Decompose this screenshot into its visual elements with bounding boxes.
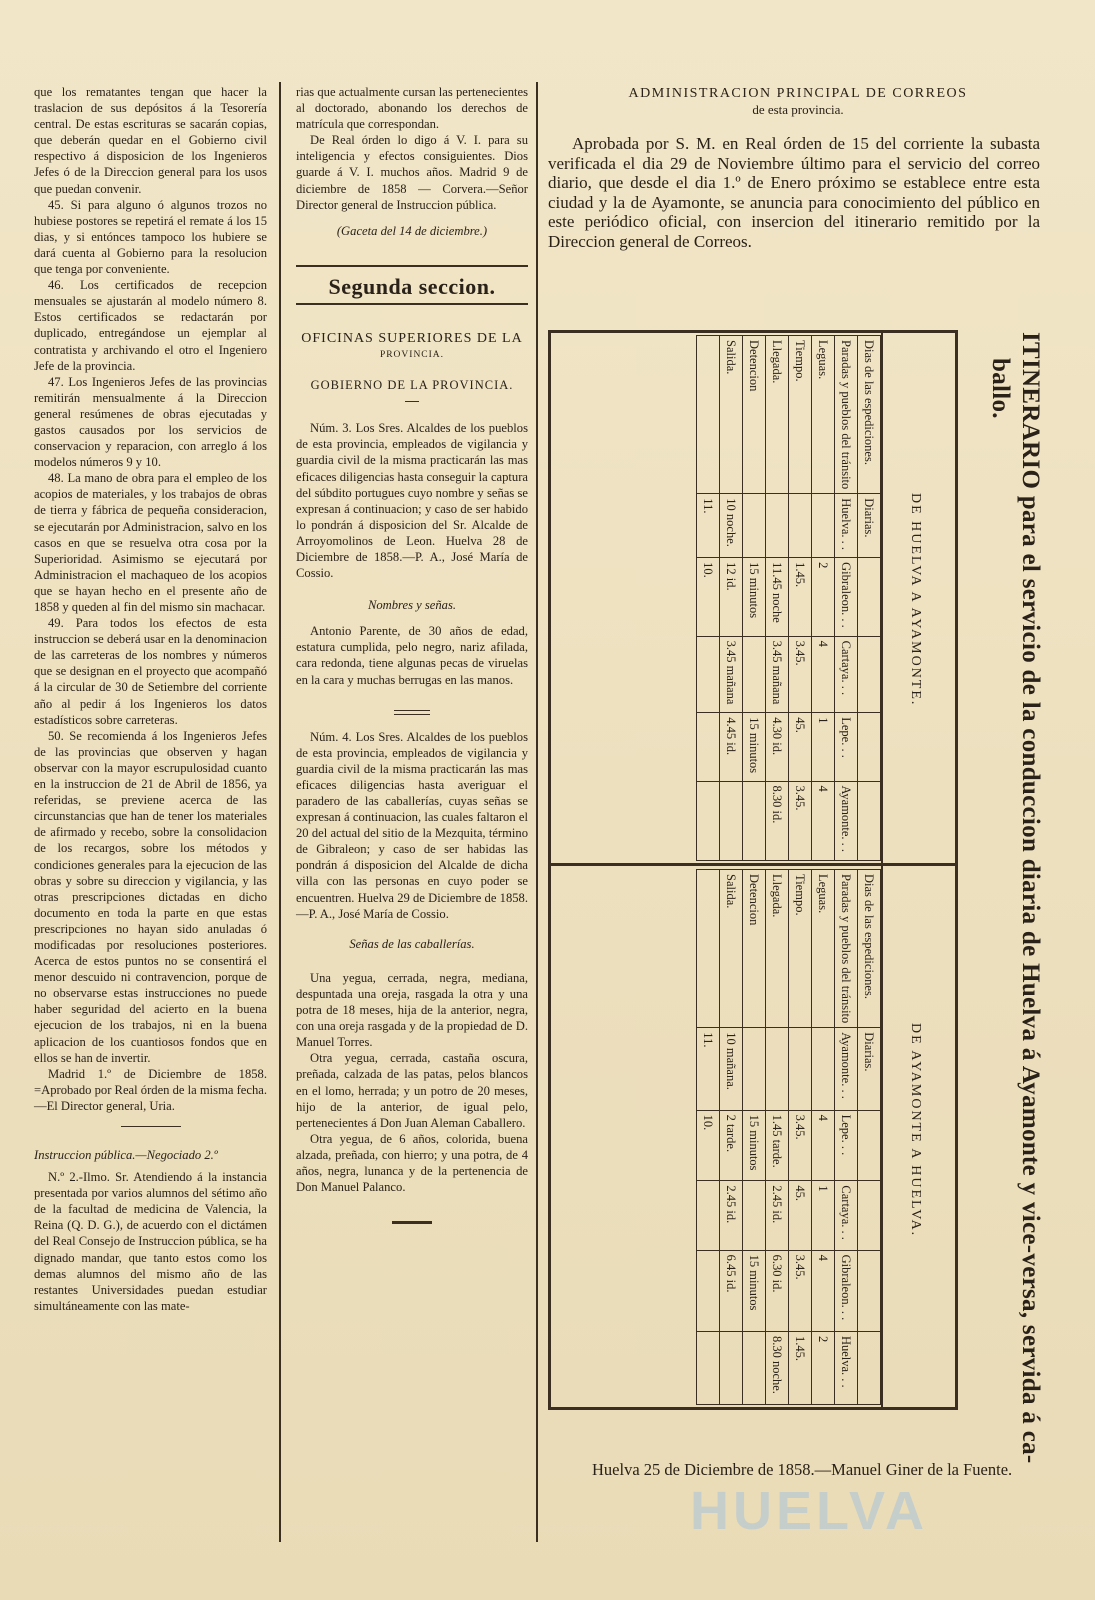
hdr2-e1 bbox=[858, 1110, 881, 1181]
b1-time-0 bbox=[789, 494, 812, 558]
b2-place-3: Gibraleon. . . bbox=[835, 1250, 858, 1331]
hdr2-e2 bbox=[858, 1181, 881, 1250]
b1-dep-1: 12 id. bbox=[720, 558, 743, 636]
hdr-empty4 bbox=[858, 781, 881, 860]
hdr2-dias: Dias de las espediciones. bbox=[858, 870, 881, 1028]
b2-place-4: Huelva. . . bbox=[835, 1331, 858, 1404]
b1-arr-1: 11.45 noche bbox=[766, 558, 789, 636]
b2-place-0: Ayamonte. . . bbox=[835, 1028, 858, 1110]
yegua-3: Otra yegua, de 6 años, colorida, buena alzada, preñada, con hierro; y una potra, de 4 años, negra, lunanca y de la pertenencia de Don Manuel Palanco. bbox=[296, 1131, 528, 1195]
hdr-empty bbox=[858, 558, 881, 636]
signature-madrid: Madrid 1.º de Diciembre de 1858. =Aprobado por Real órden de la misma fecha.—El Director general, Uria. bbox=[34, 1066, 268, 1113]
b1-time-4: 3.45. bbox=[789, 781, 812, 860]
hdr-empty2 bbox=[858, 636, 881, 713]
notice-num3: Núm. 3. Los Sres. Alcaldes de los pueblos de esta provincia, empleados de vigilancia y guardia civil de la misma practicarán las mas eficaces diligencias hasta conseguir la captura del súbdito portugues cuyo nombre y señas se expresan á continuacion; y caso de ser habido lo pondrán á disposicion del Sr. Alcalde de Arroyomolinos de Leon. Huelva 28 de Diciembre de 1858.—P. A., José María de Cossio. bbox=[296, 421, 528, 581]
b2-leg-0 bbox=[812, 1028, 835, 1110]
b1-dep-2: 3.45 mañana bbox=[720, 636, 743, 713]
double-divider bbox=[394, 710, 430, 715]
b2-arr-2: 2.45 id. bbox=[766, 1181, 789, 1250]
library-watermark: HUELVA bbox=[690, 1481, 928, 1541]
b1-stop-1: 15 minutos bbox=[743, 558, 766, 636]
yegua-1: Una yegua, cerrada, negra, mediana, despuntada una oreja, rasgada la otra y una potra de 18 meses, hija de la anterior, negra, con una oreja rasgada y de la propiedad de D. Manuel Torres. bbox=[296, 970, 528, 1050]
admin-notice bbox=[548, 134, 1040, 252]
b1-arr-4: 8.30 id. bbox=[766, 781, 789, 860]
antonio-description: Antonio Parente, de 30 años de edad, estatura cumplida, pelo negro, nariz afilada, cara redonda, tiene algunas pecas de viruelas en la cara y muchas berrugas en las manos. bbox=[296, 624, 528, 687]
article-50: 50. Se recomienda á los Ingenieros Jefes de las provincias que observen y hagan observar con la mayor escrupulosidad cuanto en la instruccion de 21 de Abril de 1856, ya referidas, se previene acerca de las circunstancias que han de tener los materiales de afirmado y recebo, sobre la consolidacion de los recargos, sobre los métodos y condiciones generales para la ejecucion de las obras y sobre su direccion y vigilancia, y las otras prescripciones dictadas en dicho documento en toda la parte en que estas prescripciones no hayan sido anuladas ó modificadas por resoluciones posteriores. Acerca de estos puntos no se consentirá el menor descuido ni contravencion, porque de no observarse estas instrucciones no puede haber seguridad del acierto en la buena ejecucion de los trabajos, ni en la buena aplicacion de los cuantiosos fondos que en ellos se han de invertir. bbox=[34, 728, 267, 1065]
admin-subtitle: de esta provincia. bbox=[752, 102, 844, 117]
admin-title: ADMINISTRACION PRINCIPAL DE CORREOS bbox=[628, 86, 968, 101]
block1-title: DE HUELVA A AYAMONTE. bbox=[908, 493, 923, 707]
hdr2-leguas: Leguas. bbox=[812, 870, 835, 1028]
b2-arr-3: 6.30 id. bbox=[766, 1250, 789, 1331]
b2-dep-4 bbox=[720, 1331, 743, 1404]
hdr-dias-val: Diarias. bbox=[858, 494, 881, 558]
b2-stop-1: 15 minutos bbox=[743, 1110, 766, 1181]
gobierno-heading: GOBIERNO DE LA PROVINCIA. bbox=[310, 378, 514, 393]
end-ornament bbox=[392, 1221, 432, 1224]
paragraph-continued-2: rias que actualmente cursan las pertenecientes al doctorado, abonando los derechos de matrícula que correspondan. bbox=[296, 85, 528, 132]
article-45: 45. Si para alguno ó algunos trozos no hubiese postores se repetirá el remate á los 15 dias, y si entónces tampoco los hubiere se dará cuenta al Gobierno para la resolucion que tenga por conveniente. bbox=[34, 197, 267, 277]
b2-total-tiempo: 10. bbox=[697, 1110, 720, 1181]
b1-time-1: 1.45. bbox=[789, 558, 812, 636]
b2-total-leguas: 11. bbox=[697, 1028, 720, 1110]
b2-total-e2 bbox=[697, 1250, 720, 1331]
article-49: 49. Para todos los efectos de esta instruccion se deberá usar en la denominacion de las carreteras de los nombres y números que se designan en el proyecto que acompañó á la circular de 30 de Setiembre del corriente año al pedir á los Ingenieros los datos estadísticos sobre carreteras. bbox=[34, 616, 267, 727]
paragraph-continued: que los rematantes tengan que hacer la traslacion de sus depósitos á la Tesorería central. De estas escrituras se sacarán copias, que deberán quedar en el Gobierno civil respectivo á disposicion de los Ingenieros Jefes ó de la Direccion general para los usos que puedan convenir. bbox=[34, 85, 267, 196]
b2-time-2: 45. bbox=[789, 1181, 812, 1250]
b1-leg-2: 4 bbox=[812, 636, 835, 713]
admin-notice-text: Aprobada por S. M. en Real órden de 15 del corriente la subasta verificada el dia 29 de Noviembre último para el servicio del correo diario, que desde el dia 1.º de Enero próximo se establece entre esta ciudad y la de Ayamonte, se anuncia para conocimiento del público en este periódico oficial, con insercion del itinerario remitido por la Direccion general de Correos. bbox=[548, 134, 1040, 251]
b1-arr-2: 3.45 mañana bbox=[766, 636, 789, 713]
b2-stop-0 bbox=[743, 1028, 766, 1110]
b1-place-3: Lepe. . . bbox=[835, 713, 858, 781]
provincia-heading: PROVINCIA. bbox=[379, 350, 445, 361]
hdr2-dias-val: Diarias. bbox=[858, 1028, 881, 1110]
hdr2-detencion: Detencion bbox=[743, 870, 766, 1028]
b1-total-label bbox=[697, 336, 720, 494]
oficinas-heading: OFICINAS SUPERIORES DE LA bbox=[301, 330, 523, 346]
b1-time-2: 3.45. bbox=[789, 636, 812, 713]
instruccion-title: Instruccion pública.—Negociado 2.º bbox=[34, 1148, 218, 1162]
b2-dep-3: 6.45 id. bbox=[720, 1250, 743, 1331]
itinerary-table bbox=[548, 330, 958, 1410]
column-rule-1 bbox=[279, 82, 281, 1542]
section-rule-top bbox=[296, 265, 528, 267]
hdr-llegada: Llegada. bbox=[766, 336, 789, 494]
b2-total-e1 bbox=[697, 1181, 720, 1250]
hdr-paradas: Paradas y pueblos del tránsito bbox=[835, 336, 858, 494]
section-title: Segunda seccion. bbox=[328, 273, 496, 299]
b2-place-2: Cartaya. . . bbox=[835, 1181, 858, 1250]
b2-arr-0 bbox=[766, 1028, 789, 1110]
b2-leg-3: 4 bbox=[812, 1250, 835, 1331]
b1-time-3: 45. bbox=[789, 713, 812, 781]
hdr2-e4 bbox=[858, 1331, 881, 1404]
hdr-dias: Dias de las espediciones. bbox=[858, 336, 881, 494]
senas-heading: Señas de las caballerías. bbox=[349, 936, 475, 951]
b2-leg-1: 4 bbox=[812, 1110, 835, 1181]
b1-place-4: Ayamonte. . . bbox=[835, 781, 858, 860]
b1-total-tiempo: 10. bbox=[697, 558, 720, 636]
nombres-heading: Nombres y señas. bbox=[367, 598, 457, 613]
column-rule-2 bbox=[536, 82, 538, 1542]
b2-time-4: 1.45. bbox=[789, 1331, 812, 1404]
b1-leg-0 bbox=[812, 494, 835, 558]
b1-leg-3: 1 bbox=[812, 713, 835, 781]
itinerary-title-line1: ITINERARIO para el servicio de la conduccion diaria de Huelva á Ayamonte y vice-versa, servida á ca- bbox=[1017, 332, 1044, 1464]
short-divider bbox=[121, 1126, 181, 1127]
b1-total-e1 bbox=[697, 636, 720, 713]
hdr-empty3 bbox=[858, 713, 881, 781]
b1-total-leguas: 11. bbox=[697, 494, 720, 558]
admin-signature: Huelva 25 de Diciembre de 1858.—Manuel Giner de la Fuente. bbox=[592, 1460, 1013, 1479]
gaceta-note: (Gaceta del 14 de diciembre.) bbox=[336, 223, 488, 238]
hdr2-e3 bbox=[858, 1250, 881, 1331]
hdr2-salida: Salida. bbox=[720, 870, 743, 1028]
b1-total-e3 bbox=[697, 781, 720, 860]
hdr-detencion: Detencion bbox=[743, 336, 766, 494]
dash-divider bbox=[405, 401, 419, 402]
column-1 bbox=[34, 84, 267, 1314]
hdr-leguas: Leguas. bbox=[812, 336, 835, 494]
itinerary-title-line2: ballo. bbox=[987, 358, 1014, 419]
b2-leg-4: 2 bbox=[812, 1331, 835, 1404]
article-48: 48. La mano de obra para el empleo de los acopios de materiales, y los trabajos de obras de tierra y fábrica de pequeña consideracion, se ejecutarán por Administracion, salvo en los casos en que se resuelva otra cosa por la Superioridad. Asimismo se ejecutará por Administracion el machaqueo de los acopios que se hayan hecho en el presente año de 1858 y queden al fin del mismo sin machacar. bbox=[34, 471, 267, 614]
title-col-rule bbox=[881, 333, 883, 1407]
hdr-salida: Salida. bbox=[720, 336, 743, 494]
block2-title: DE AYAMONTE A HUELVA. bbox=[908, 1023, 923, 1238]
real-orden: De Real órden lo digo á V. I. para su inteligencia y efectos consiguientes. Dios guarde á V. I. muchos años. Madrid 9 de diciembre de 1858 — Corvera.—Señor Director general de Instruccion pública. bbox=[296, 133, 528, 212]
block1-table bbox=[696, 335, 881, 861]
b2-time-1: 3.45. bbox=[789, 1110, 812, 1181]
yegua-2: Otra yegua, cerrada, castaña oscura, preñada, calzada de las patas, pelos blancos en el lomo, herrada; y un potro de 20 meses, hijo de la anterior, de igual pelo, pertenecientes á Don Juan Aleman Caballero. bbox=[296, 1051, 528, 1130]
block-divider bbox=[551, 863, 955, 866]
b2-arr-4: 8.30 noche. bbox=[766, 1331, 789, 1404]
b2-total-e3 bbox=[697, 1331, 720, 1404]
section-rule-bottom bbox=[296, 303, 528, 305]
b1-place-2: Cartaya. . . bbox=[835, 636, 858, 713]
article-46: 46. Los certificados de recepcion mensuales se ajustarán al modelo número 8. Estos certificados se redactarán por duplicado, entregándose un ejemplar al contratista y archivando el otro el Ingeniero Jefe de la provincia. bbox=[34, 278, 267, 373]
b1-place-0: Huelva. . . bbox=[835, 494, 858, 558]
b2-dep-1: 2 tarde. bbox=[720, 1110, 743, 1181]
notice-num4: Núm. 4. Los Sres. Alcaldes de los pueblos de esta provincia, empleados de vigilancia y guardia civil de la misma practicarán las mas eficaces diligencias hasta averiguar el paradero de las caballerías, cuyas señas se expresan á continuacion, las cuales faltaron el 20 del actual del sitio de la Mezquita, término de Gibraleon; y caso de ser habidas las pondrán á disposicion del Alcalde de dicha villa con las personas en cuyo poder se encuentren. Huelva 29 de Diciembre de 1858.—P. A., José María de Cossio. bbox=[296, 729, 528, 921]
b1-stop-0 bbox=[743, 494, 766, 558]
b2-stop-3: 15 minutos bbox=[743, 1250, 766, 1331]
hdr2-paradas: Paradas y pueblos del tránsito bbox=[835, 870, 858, 1028]
hdr-tiempo: Tiempo. bbox=[789, 336, 812, 494]
b1-dep-4 bbox=[720, 781, 743, 860]
b1-stop-2 bbox=[743, 636, 766, 713]
b1-dep-3: 4.45 id. bbox=[720, 713, 743, 781]
b2-leg-2: 1 bbox=[812, 1181, 835, 1250]
hdr2-llegada: Llegada. bbox=[766, 870, 789, 1028]
b2-total-label bbox=[697, 870, 720, 1028]
b2-place-1: Lepe. . . bbox=[835, 1110, 858, 1181]
b2-time-0 bbox=[789, 1028, 812, 1110]
b1-place-1: Gibraleon. . . bbox=[835, 558, 858, 636]
b1-stop-3: 15 minutos bbox=[743, 713, 766, 781]
column-2 bbox=[296, 84, 528, 1224]
b2-arr-1: 1.45 tarde. bbox=[766, 1110, 789, 1181]
hdr2-tiempo: Tiempo. bbox=[789, 870, 812, 1028]
b2-time-3: 3.45. bbox=[789, 1250, 812, 1331]
b1-arr-3: 4.30 id. bbox=[766, 713, 789, 781]
article-47: 47. Los Ingenieros Jefes de las provincias remitirán mensualmente á la Direccion general resúmenes de obras ejecutadas y gastos causados por los servicios de conservacion y reparacion, con arreglo á los modelos números 9 y 10. bbox=[34, 374, 267, 470]
instruccion-text: N.º 2.-Ilmo. Sr. Atendiendo á la instancia presentada por varios alumnos del sétimo año de la facultad de medicina de Valencia, la Reina (Q. D. G.), de acuerdo con el dictámen del Real Consejo de Instruccion pública, se ha dignado mandar, que tanto estos como los demas alumnos del mismo año de las restantes Universidades puedan estudiar simultáneamente con las mate- bbox=[34, 1170, 267, 1313]
block2-table bbox=[696, 869, 881, 1405]
b1-dep-0: 10 noche. bbox=[720, 494, 743, 558]
b1-leg-1: 2 bbox=[812, 558, 835, 636]
b1-leg-4: 4 bbox=[812, 781, 835, 860]
b2-dep-0: 10 mañana. bbox=[720, 1028, 743, 1110]
b1-total-e2 bbox=[697, 713, 720, 781]
b1-stop-4 bbox=[743, 781, 766, 860]
b2-dep-2: 2.45 id. bbox=[720, 1181, 743, 1250]
b2-stop-2 bbox=[743, 1181, 766, 1250]
b2-stop-4 bbox=[743, 1331, 766, 1404]
admin-heading bbox=[548, 86, 1048, 118]
b1-arr-0 bbox=[766, 494, 789, 558]
